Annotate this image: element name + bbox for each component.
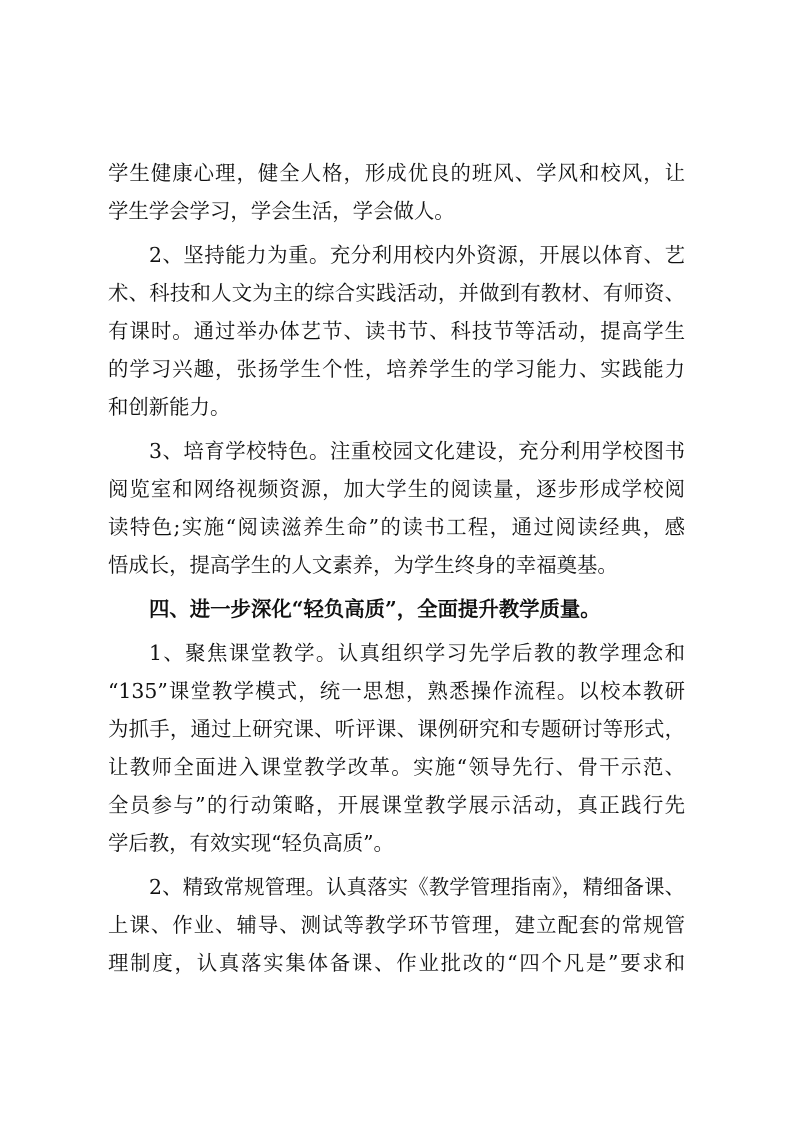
section-heading: 四、进一步深化“轻负高质”，全面提升教学质量。 xyxy=(149,597,601,621)
text-line: 有课时。通过举办体艺节、读书节、科技节等活动，提高学生 xyxy=(108,319,685,343)
text-line: 理制度，认真落实集体备课、作业批改的“四个凡是”要求和 xyxy=(108,951,685,975)
text-line: 学后教，有效实现“轻负高质”。 xyxy=(108,831,394,855)
text-line: 学生健康心理，健全人格，形成优良的班风、学风和校风，让 xyxy=(108,161,685,185)
text-line: 为抓手，通过上研究课、听评课、课例研究和专题研讨等形式， xyxy=(108,717,685,741)
text-line: 阅览室和网络视频资源，加大学生的阅读量，逐步形成学校阅 xyxy=(108,477,685,501)
text-line: 和创新能力。 xyxy=(108,395,231,419)
paragraph-first-line: 1、聚焦课堂教学。认真组织学习先学后教的教学理念和 xyxy=(149,641,685,665)
text-line: 学生学会学习，学会生活，学会做人。 xyxy=(108,199,455,223)
text-line: 让教师全面进入课堂教学改革。实施“领导先行、骨干示范、 xyxy=(108,755,685,779)
text-line: 全员参与”的行动策略，开展课堂教学展示活动，真正践行先 xyxy=(108,793,685,817)
text-line: “135”课堂教学模式，统一思想，熟悉操作流程。以校本教研 xyxy=(108,679,685,703)
text-line: 的学习兴趣，张扬学生个性，培养学生的学习能力、实践能力 xyxy=(108,357,685,381)
paragraph-first-line: 2、精致常规管理。认真落实《教学管理指南》，精细备课、 xyxy=(149,875,685,899)
text-line: 上课、作业、辅导、测试等教学环节管理，建立配套的常规管 xyxy=(108,913,685,937)
paragraph-first-line: 2、坚持能力为重。充分利用校内外资源，开展以体育、艺 xyxy=(149,243,685,267)
text-line: 术、科技和人文为主的综合实践活动，并做到有教材、有师资、 xyxy=(108,281,685,305)
text-line: 悟成长，提高学生的人文素养，为学生终身的幸福奠基。 xyxy=(108,553,618,577)
paragraph-first-line: 3、培育学校特色。注重校园文化建设，充分利用学校图书 xyxy=(149,439,685,463)
text-line: 读特色;实施“阅读滋养生命”的读书工程，通过阅读经典，感 xyxy=(108,515,685,539)
